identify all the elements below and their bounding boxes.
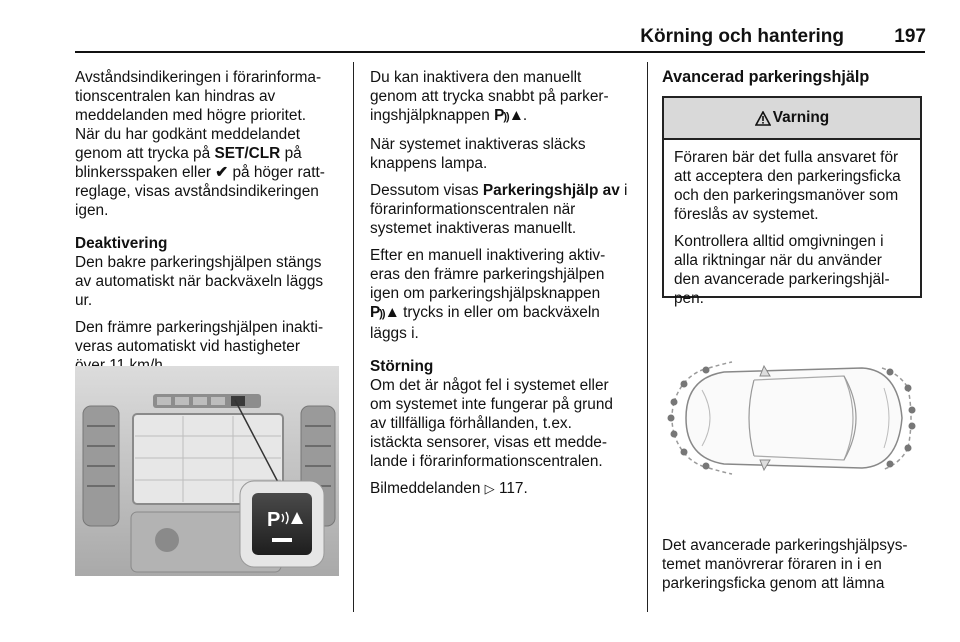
set-clr-label: SET/CLR (214, 145, 281, 162)
warning-body: Föraren bär det fulla ansvaret för att acceptera den parkeringsficka och den parkeringsmanöver som föreslås av systemet. Kontrollera alltid omgivningen i alla riktningar när du använder den avancerade parkeringshjäl- pen. (674, 149, 901, 307)
header-rule (75, 51, 925, 53)
column-3-text (662, 536, 924, 601)
car-top-view-illustration (662, 318, 924, 518)
paragraph-fault: Störning Om det är något fel i systemet eller om systemet inte fungerar på grund av tillfälliga förhållanden, t.ex. istäckta sensorer, visas ett medde- lande i förarinformationscentralen. (370, 358, 613, 470)
paragraph-deactivation: Deaktivering Den bakre parkeringshjälpen stängs av automatiskt när backväxeln läggs ur. (75, 235, 324, 309)
heading-advanced-park-assist: Avancerad parkeringshjälp (662, 68, 870, 86)
warning-triangle-icon (755, 111, 771, 126)
column-divider-1 (353, 62, 354, 612)
reference-link[interactable]: 117. (498, 480, 528, 497)
reference-arrow-icon: ▷ (484, 481, 495, 496)
paragraph-reference: Bilmeddelanden ▷ 117. (370, 480, 528, 497)
dashboard-photo (75, 366, 339, 576)
column-divider-2 (647, 62, 648, 612)
paragraph-manual-deactivation: Du kan inaktivera den manuellt genom att trycka snabbt på parker- ingshjälpknappen P))▲. (370, 69, 609, 124)
heading-storning: Störning (370, 358, 434, 375)
dashboard-illustration (75, 366, 339, 576)
paragraph-lamp-off: När systemet inaktiveras släcks knappens lampa. (370, 136, 586, 172)
paragraph-display-priority: Avståndsindikeringen i förarinforma- tionscentralen kan hindras av meddelanden med högre prioritet. När du har godkänt meddelandet genom att trycka på SET/CLR på blinkersspaken eller ✔ på höger ratt- reglage, visas avståndsindikeringen igen. (75, 69, 325, 219)
warning-header (664, 98, 920, 140)
column-3-heading (662, 68, 924, 87)
page-number: 197 (894, 26, 926, 47)
park-assist-button-icon: P))▲ (494, 107, 523, 124)
heading-deaktivering: Deaktivering (75, 235, 168, 252)
paragraph-reactivation: Efter en manuell inaktivering aktiv- eras den främre parkeringshjälpen igen om parkeringshjälpsknappen P))▲ trycks in eller om backväxeln läggs i. (370, 247, 606, 342)
car-sensor-diagram (662, 318, 924, 518)
paragraph-advanced-park-assist: Det avancerade parkeringshjälpsys- temet manövrerar föraren in i en parkeringsficka genom att lämna (662, 537, 908, 592)
running-header-title: Körning och hantering (640, 26, 844, 47)
paragraph-front-deactivation: Den främre parkeringshjälpen inakti- veras automatiskt vid hastigheter (75, 319, 324, 355)
checkmark-icon: ✔ (215, 164, 229, 181)
svg-text:P: P (267, 509, 281, 531)
column-2 (370, 68, 642, 506)
warning-title: Varning (772, 109, 830, 126)
column-1 (75, 68, 345, 383)
paragraph-message-shown: Dessutom visas Parkeringshjälp av i förarinformationscentralen när systemet inaktiveras manuellt. (370, 182, 628, 237)
park-assist-button-icon: P))▲ (370, 304, 399, 321)
warning-box (662, 96, 922, 307)
